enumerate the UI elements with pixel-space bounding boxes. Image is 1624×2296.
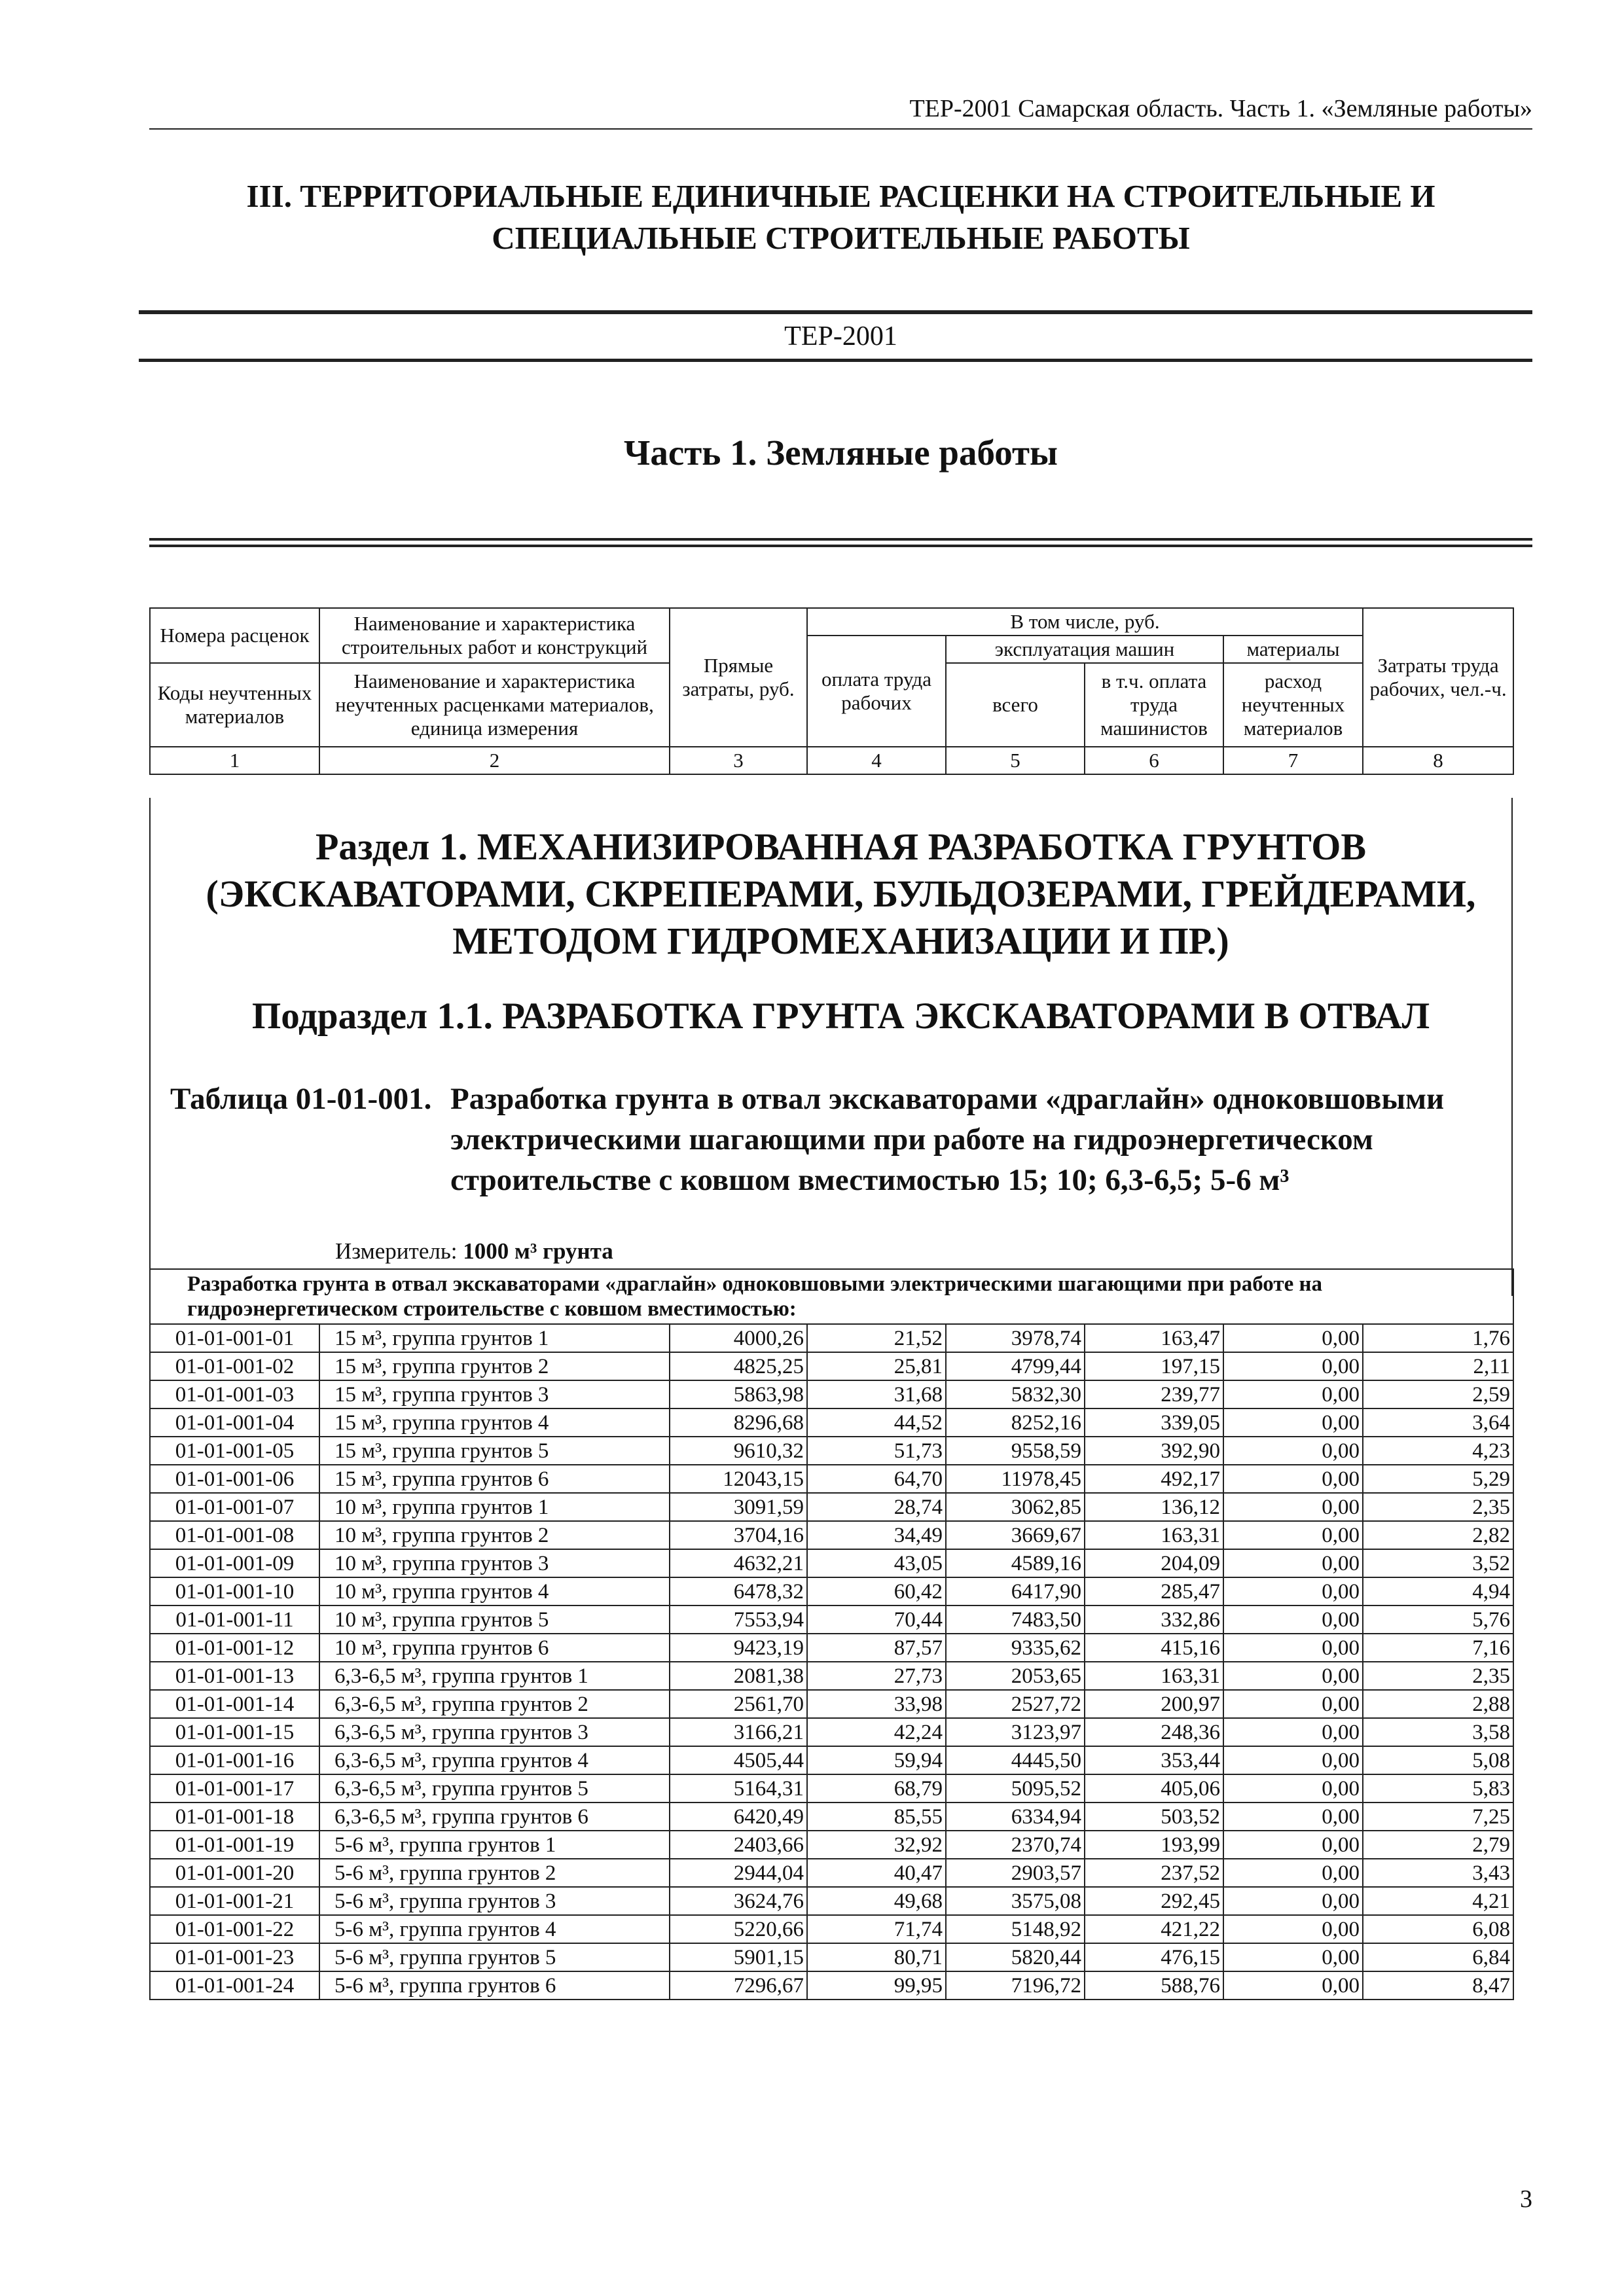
material-consumption: 0,00	[1223, 1465, 1363, 1493]
direct-costs: 4505,44	[670, 1746, 807, 1774]
machines-total: 2053,65	[946, 1662, 1085, 1690]
work-description: 5-6 м³, группа грунтов 3	[319, 1887, 670, 1915]
page-number: 3	[1520, 2185, 1532, 2213]
part-rule-2	[149, 545, 1532, 547]
work-description: 5-6 м³, группа грунтов 5	[319, 1943, 670, 1971]
machines-total: 2903,57	[946, 1859, 1085, 1887]
direct-costs: 8296,68	[670, 1408, 807, 1437]
header-cell-work-name: Наименование и характеристика строительных работ и конструкций	[319, 608, 670, 663]
rate-code: 01-01-001-11	[150, 1605, 319, 1634]
header-cell-unaccounted-materials: Наименование и характеристика неучтенных расценками материалов, единица измерения	[319, 663, 670, 747]
material-consumption: 0,00	[1223, 1690, 1363, 1718]
worker-pay: 68,79	[807, 1774, 946, 1803]
header-cell-including: В том числе, руб.	[807, 608, 1363, 636]
table-row	[150, 1324, 1513, 1352]
labor-hours: 3,58	[1363, 1718, 1513, 1746]
rate-code: 01-01-001-08	[150, 1521, 319, 1549]
work-description: 6,3-6,5 м³, группа грунтов 3	[319, 1718, 670, 1746]
document-title-line-1: III. ТЕРРИТОРИАЛЬНЫЕ ЕДИНИЧНЫЕ РАСЦЕНКИ НА СТРОИТЕЛЬНЫЕ И	[246, 178, 1435, 214]
direct-costs: 9610,32	[670, 1437, 807, 1465]
operator-pay: 163,31	[1085, 1521, 1223, 1549]
work-description: 6,3-6,5 м³, группа грунтов 5	[319, 1774, 670, 1803]
table-row	[150, 1521, 1513, 1549]
material-consumption: 0,00	[1223, 1493, 1363, 1521]
column-number: 7	[1223, 747, 1363, 774]
labor-hours: 2,59	[1363, 1380, 1513, 1408]
material-consumption: 0,00	[1223, 1437, 1363, 1465]
direct-costs: 5863,98	[670, 1380, 807, 1408]
direct-costs: 6478,32	[670, 1577, 807, 1605]
measure-unit	[335, 1237, 613, 1266]
rate-code: 01-01-001-23	[150, 1943, 319, 1971]
table-row	[150, 1915, 1513, 1943]
machines-total: 7483,50	[946, 1605, 1085, 1634]
operator-pay: 163,47	[1085, 1324, 1223, 1352]
table-row	[150, 1577, 1513, 1605]
labor-hours: 4,21	[1363, 1887, 1513, 1915]
part-rule-1	[149, 538, 1532, 541]
operator-pay: 136,12	[1085, 1493, 1223, 1521]
machines-total: 4445,50	[946, 1746, 1085, 1774]
work-description: 6,3-6,5 м³, группа грунтов 2	[319, 1690, 670, 1718]
work-description: 10 м³, группа грунтов 2	[319, 1521, 670, 1549]
ter-rule-top	[139, 310, 1532, 314]
column-number: 2	[319, 747, 670, 774]
direct-costs: 3624,76	[670, 1887, 807, 1915]
machines-total: 5095,52	[946, 1774, 1085, 1803]
operator-pay: 392,90	[1085, 1437, 1223, 1465]
table-row	[150, 1718, 1513, 1746]
worker-pay: 31,68	[807, 1380, 946, 1408]
labor-hours: 7,16	[1363, 1634, 1513, 1662]
rate-code: 01-01-001-16	[150, 1746, 319, 1774]
work-description: 6,3-6,5 м³, группа грунтов 4	[319, 1746, 670, 1774]
work-description: 15 м³, группа грунтов 2	[319, 1352, 670, 1380]
machines-total: 5832,30	[946, 1380, 1085, 1408]
machines-total: 3123,97	[946, 1718, 1085, 1746]
table-row	[150, 1493, 1513, 1521]
table-row	[150, 1859, 1513, 1887]
labor-hours: 2,79	[1363, 1831, 1513, 1859]
worker-pay: 87,57	[807, 1634, 946, 1662]
header-cell-operator-pay: в т.ч. оплата труда машинистов	[1085, 663, 1223, 747]
material-consumption: 0,00	[1223, 1774, 1363, 1803]
column-number: 8	[1363, 747, 1513, 774]
machines-total: 9558,59	[946, 1437, 1085, 1465]
direct-costs: 6420,49	[670, 1803, 807, 1831]
section-title-line-1: Раздел 1. МЕХАНИЗИРОВАННАЯ РАЗРАБОТКА ГРУНТОВ	[315, 825, 1367, 868]
operator-pay: 200,97	[1085, 1690, 1223, 1718]
rate-code: 01-01-001-05	[150, 1437, 319, 1465]
column-number: 5	[946, 747, 1085, 774]
labor-hours: 2,88	[1363, 1690, 1513, 1718]
rate-code: 01-01-001-24	[150, 1971, 319, 2000]
labor-hours: 5,83	[1363, 1774, 1513, 1803]
rate-code: 01-01-001-18	[150, 1803, 319, 1831]
operator-pay: 339,05	[1085, 1408, 1223, 1437]
direct-costs: 2561,70	[670, 1690, 807, 1718]
operator-pay: 332,86	[1085, 1605, 1223, 1634]
worker-pay: 21,52	[807, 1324, 946, 1352]
labor-hours: 1,76	[1363, 1324, 1513, 1352]
table-row	[150, 1352, 1513, 1380]
worker-pay: 34,49	[807, 1521, 946, 1549]
table-row	[150, 1887, 1513, 1915]
table-row	[150, 1831, 1513, 1859]
rate-code: 01-01-001-17	[150, 1774, 319, 1803]
machines-total: 6334,94	[946, 1803, 1085, 1831]
worker-pay: 51,73	[807, 1437, 946, 1465]
measure-label: Измеритель:	[335, 1238, 458, 1264]
work-description: 6,3-6,5 м³, группа грунтов 1	[319, 1662, 670, 1690]
material-consumption: 0,00	[1223, 1521, 1363, 1549]
rate-code: 01-01-001-02	[150, 1352, 319, 1380]
table-row	[150, 1803, 1513, 1831]
worker-pay: 70,44	[807, 1605, 946, 1634]
machines-total: 6417,90	[946, 1577, 1085, 1605]
labor-hours: 2,82	[1363, 1521, 1513, 1549]
rate-code: 01-01-001-14	[150, 1690, 319, 1718]
operator-pay: 588,76	[1085, 1971, 1223, 2000]
direct-costs: 5901,15	[670, 1943, 807, 1971]
material-consumption: 0,00	[1223, 1915, 1363, 1943]
group-title-row	[150, 1269, 1513, 1324]
work-description: 10 м³, группа грунтов 5	[319, 1605, 670, 1634]
work-description: 15 м³, группа грунтов 1	[319, 1324, 670, 1352]
machines-total: 5820,44	[946, 1943, 1085, 1971]
rate-code: 01-01-001-04	[150, 1408, 319, 1437]
material-consumption: 0,00	[1223, 1859, 1363, 1887]
column-number: 1	[150, 747, 319, 774]
operator-pay: 292,45	[1085, 1887, 1223, 1915]
worker-pay: 64,70	[807, 1465, 946, 1493]
worker-pay: 28,74	[807, 1493, 946, 1521]
table-row	[150, 1690, 1513, 1718]
rate-code: 01-01-001-06	[150, 1465, 319, 1493]
machines-total: 3978,74	[946, 1324, 1085, 1352]
labor-hours: 6,08	[1363, 1915, 1513, 1943]
table-row	[150, 1746, 1513, 1774]
worker-pay: 33,98	[807, 1690, 946, 1718]
column-header-table	[149, 607, 1514, 775]
work-description: 5-6 м³, группа грунтов 4	[319, 1915, 670, 1943]
table-row	[150, 1380, 1513, 1408]
measure-value: 1000 м³ грунта	[463, 1238, 613, 1264]
rate-code: 01-01-001-09	[150, 1549, 319, 1577]
material-consumption: 0,00	[1223, 1887, 1363, 1915]
header-cell-labor-costs: Затраты труда рабочих, чел.-ч.	[1363, 608, 1513, 747]
rate-code: 01-01-001-20	[150, 1859, 319, 1887]
operator-pay: 492,17	[1085, 1465, 1223, 1493]
operator-pay: 421,22	[1085, 1915, 1223, 1943]
labor-hours: 2,11	[1363, 1352, 1513, 1380]
ter-rule-bottom	[139, 359, 1532, 362]
operator-pay: 163,31	[1085, 1662, 1223, 1690]
ter-label: ТЕР-2001	[784, 321, 897, 351]
section-title	[170, 823, 1511, 965]
direct-costs: 3091,59	[670, 1493, 807, 1521]
worker-pay: 42,24	[807, 1718, 946, 1746]
rate-code: 01-01-001-12	[150, 1634, 319, 1662]
table-row	[150, 1662, 1513, 1690]
operator-pay: 248,36	[1085, 1718, 1223, 1746]
worker-pay: 27,73	[807, 1662, 946, 1690]
material-consumption: 0,00	[1223, 1718, 1363, 1746]
operator-pay: 239,77	[1085, 1380, 1223, 1408]
material-consumption: 0,00	[1223, 1605, 1363, 1634]
worker-pay: 59,94	[807, 1746, 946, 1774]
direct-costs: 12043,15	[670, 1465, 807, 1493]
direct-costs: 3704,16	[670, 1521, 807, 1549]
direct-costs: 9423,19	[670, 1634, 807, 1662]
rate-code: 01-01-001-03	[150, 1380, 319, 1408]
material-consumption: 0,00	[1223, 1831, 1363, 1859]
work-description: 5-6 м³, группа грунтов 2	[319, 1859, 670, 1887]
operator-pay: 193,99	[1085, 1831, 1223, 1859]
rate-code: 01-01-001-21	[150, 1887, 319, 1915]
header-cell-unaccounted-codes: Коды неучтенных материалов	[150, 663, 319, 747]
column-number: 6	[1085, 747, 1223, 774]
labor-hours: 5,76	[1363, 1605, 1513, 1634]
table-row	[150, 1465, 1513, 1493]
table-caption-number: Таблица 01-01-001.	[170, 1082, 432, 1116]
header-cell-worker-pay: оплата труда рабочих	[807, 636, 946, 747]
operator-pay: 405,06	[1085, 1774, 1223, 1803]
operator-pay: 285,47	[1085, 1577, 1223, 1605]
material-consumption: 0,00	[1223, 1549, 1363, 1577]
section-title-line-2: (ЭКСКАВАТОРАМИ, СКРЕПЕРАМИ, БУЛЬДОЗЕРАМИ, ГРЕЙДЕРАМИ,	[206, 872, 1476, 915]
part-title: Часть 1. Земляные работы	[623, 433, 1058, 473]
table-row	[150, 1605, 1513, 1634]
machines-total: 2370,74	[946, 1831, 1085, 1859]
work-description: 10 м³, группа грунтов 6	[319, 1634, 670, 1662]
material-consumption: 0,00	[1223, 1408, 1363, 1437]
rate-code: 01-01-001-15	[150, 1718, 319, 1746]
worker-pay: 44,52	[807, 1408, 946, 1437]
operator-pay: 353,44	[1085, 1746, 1223, 1774]
table-row	[150, 1437, 1513, 1465]
document-title-line-2: СПЕЦИАЛЬНЫЕ СТРОИТЕЛЬНЫЕ РАБОТЫ	[492, 220, 1190, 256]
document-title	[149, 175, 1532, 259]
table-row	[150, 1971, 1513, 2000]
worker-pay: 25,81	[807, 1352, 946, 1380]
material-consumption: 0,00	[1223, 1634, 1363, 1662]
work-description: 6,3-6,5 м³, группа грунтов 6	[319, 1803, 670, 1831]
worker-pay: 80,71	[807, 1943, 946, 1971]
labor-hours: 4,23	[1363, 1437, 1513, 1465]
rates-table	[149, 1268, 1514, 2000]
header-cell-materials: материалы	[1223, 636, 1363, 663]
work-description: 5-6 м³, группа грунтов 6	[319, 1971, 670, 2000]
direct-costs: 7296,67	[670, 1971, 807, 2000]
direct-costs: 5164,31	[670, 1774, 807, 1803]
machines-total: 3062,85	[946, 1493, 1085, 1521]
material-consumption: 0,00	[1223, 1803, 1363, 1831]
work-description: 15 м³, группа грунтов 5	[319, 1437, 670, 1465]
labor-hours: 3,64	[1363, 1408, 1513, 1437]
labor-hours: 4,94	[1363, 1577, 1513, 1605]
labor-hours: 2,35	[1363, 1493, 1513, 1521]
direct-costs: 3166,21	[670, 1718, 807, 1746]
operator-pay: 197,15	[1085, 1352, 1223, 1380]
table-row	[150, 1943, 1513, 1971]
machines-total: 8252,16	[946, 1408, 1085, 1437]
machines-total: 7196,72	[946, 1971, 1085, 2000]
worker-pay: 43,05	[807, 1549, 946, 1577]
labor-hours: 6,84	[1363, 1943, 1513, 1971]
operator-pay: 204,09	[1085, 1549, 1223, 1577]
table-row	[150, 1774, 1513, 1803]
machines-total: 9335,62	[946, 1634, 1085, 1662]
machines-total: 11978,45	[946, 1465, 1085, 1493]
header-cell-rate-numbers: Номера расценок	[150, 608, 319, 663]
running-header: ТЕР-2001 Самарская область. Часть 1. «Земляные работы»	[909, 95, 1532, 122]
material-consumption: 0,00	[1223, 1943, 1363, 1971]
direct-costs: 4632,21	[670, 1549, 807, 1577]
worker-pay: 40,47	[807, 1859, 946, 1887]
worker-pay: 99,95	[807, 1971, 946, 2000]
subsection-title: Подраздел 1.1. РАЗРАБОТКА ГРУНТА ЭКСКАВАТОРАМИ В ОТВАЛ	[251, 996, 1430, 1037]
material-consumption: 0,00	[1223, 1577, 1363, 1605]
direct-costs: 4000,26	[670, 1324, 807, 1352]
header-cell-material-consumption: расход неучтенных материалов	[1223, 663, 1363, 747]
work-description: 15 м³, группа грунтов 4	[319, 1408, 670, 1437]
table-caption-text: Разработка грунта в отвал экскаваторами «драглайн» одноковшовыми электрическими шагающими при работе на гидроэнергетическом строительстве с ковшом вместимостью 15; 10; 6,3-6,5; 5-6 м³	[450, 1082, 1445, 1197]
worker-pay: 49,68	[807, 1887, 946, 1915]
operator-pay: 476,15	[1085, 1943, 1223, 1971]
worker-pay: 60,42	[807, 1577, 946, 1605]
direct-costs: 2081,38	[670, 1662, 807, 1690]
labor-hours: 8,47	[1363, 1971, 1513, 2000]
table-row	[150, 1549, 1513, 1577]
table-row	[150, 1408, 1513, 1437]
column-number: 4	[807, 747, 946, 774]
labor-hours: 3,43	[1363, 1859, 1513, 1887]
labor-hours: 5,08	[1363, 1746, 1513, 1774]
rate-code: 01-01-001-19	[150, 1831, 319, 1859]
machines-total: 4589,16	[946, 1549, 1085, 1577]
machines-total: 3669,67	[946, 1521, 1085, 1549]
rate-code: 01-01-001-07	[150, 1493, 319, 1521]
column-number: 3	[670, 747, 807, 774]
operator-pay: 415,16	[1085, 1634, 1223, 1662]
work-description: 10 м³, группа грунтов 3	[319, 1549, 670, 1577]
group-title: Разработка грунта в отвал экскаваторами «драглайн» одноковшовыми электрическими шагающими при работе на гидроэнергетическом строительстве с ковшом вместимостью:	[150, 1269, 1513, 1324]
rate-code: 01-01-001-13	[150, 1662, 319, 1690]
direct-costs: 4825,25	[670, 1352, 807, 1380]
machines-total: 5148,92	[946, 1915, 1085, 1943]
material-consumption: 0,00	[1223, 1746, 1363, 1774]
work-description: 10 м³, группа грунтов 1	[319, 1493, 670, 1521]
section-title-line-3: МЕТОДОМ ГИДРОМЕХАНИЗАЦИИ И ПР.)	[452, 920, 1229, 962]
worker-pay: 85,55	[807, 1803, 946, 1831]
material-consumption: 0,00	[1223, 1352, 1363, 1380]
rate-code: 01-01-001-10	[150, 1577, 319, 1605]
labor-hours: 3,52	[1363, 1549, 1513, 1577]
direct-costs: 7553,94	[670, 1605, 807, 1634]
material-consumption: 0,00	[1223, 1380, 1363, 1408]
material-consumption: 0,00	[1223, 1971, 1363, 2000]
work-description: 10 м³, группа грунтов 4	[319, 1577, 670, 1605]
operator-pay: 503,52	[1085, 1803, 1223, 1831]
header-cell-direct-costs: Прямые затраты, руб.	[670, 608, 807, 747]
labor-hours: 5,29	[1363, 1465, 1513, 1493]
labor-hours: 2,35	[1363, 1662, 1513, 1690]
table-row	[150, 1634, 1513, 1662]
work-description: 15 м³, группа грунтов 6	[319, 1465, 670, 1493]
rate-code: 01-01-001-01	[150, 1324, 319, 1352]
work-description: 5-6 м³, группа грунтов 1	[319, 1831, 670, 1859]
labor-hours: 7,25	[1363, 1803, 1513, 1831]
direct-costs: 2403,66	[670, 1831, 807, 1859]
header-cell-machine-operation: эксплуатация машин	[946, 636, 1223, 663]
machines-total: 3575,08	[946, 1887, 1085, 1915]
machines-total: 4799,44	[946, 1352, 1085, 1380]
worker-pay: 32,92	[807, 1831, 946, 1859]
direct-costs: 2944,04	[670, 1859, 807, 1887]
material-consumption: 0,00	[1223, 1662, 1363, 1690]
operator-pay: 237,52	[1085, 1859, 1223, 1887]
direct-costs: 5220,66	[670, 1915, 807, 1943]
work-description: 15 м³, группа грунтов 3	[319, 1380, 670, 1408]
rate-code: 01-01-001-22	[150, 1915, 319, 1943]
material-consumption: 0,00	[1223, 1324, 1363, 1352]
worker-pay: 71,74	[807, 1915, 946, 1943]
machines-total: 2527,72	[946, 1690, 1085, 1718]
header-rule	[149, 128, 1532, 130]
header-cell-machines-total: всего	[946, 663, 1085, 747]
